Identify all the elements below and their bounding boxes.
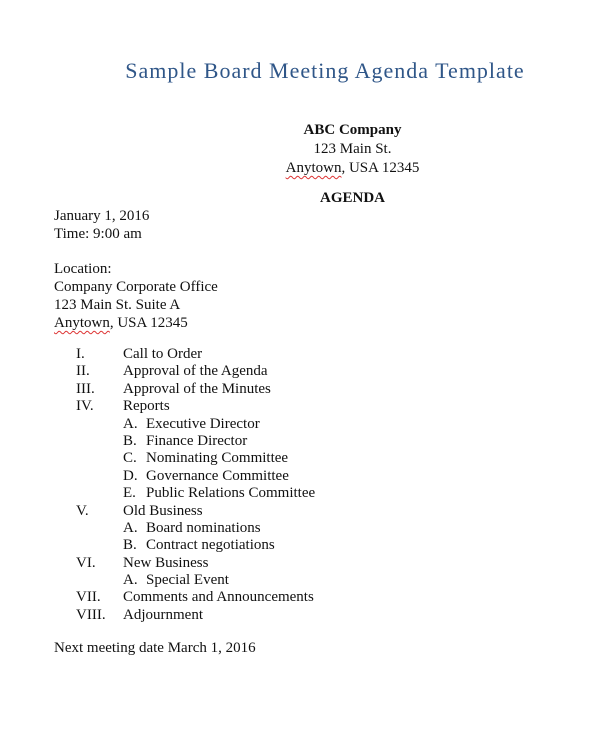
location-label: Location: — [54, 261, 112, 277]
location-street: 123 Main St. Suite A — [54, 297, 181, 313]
agenda-item-numeral: VIII. — [76, 606, 106, 623]
agenda-item-numeral: I. — [76, 346, 85, 362]
agenda-item-label: Approval of the Agenda — [123, 363, 268, 380]
agenda-item-label: Comments and Announcements — [123, 589, 314, 606]
agenda-heading: AGENDA — [319, 190, 385, 206]
company-city — [0, 159, 600, 178]
agenda-item-numeral: V. — [76, 502, 89, 519]
agenda-subitem-label: Finance Director — [146, 432, 248, 449]
meeting-location — [54, 260, 218, 332]
location-office: Company Corporate Office — [54, 279, 218, 295]
location-city — [54, 314, 218, 332]
agenda-subitem-label: Contract negotiations — [146, 537, 275, 554]
agenda-item-label: Approval of the Minutes — [123, 380, 271, 397]
company-name: ABC Company — [303, 122, 402, 138]
document-title: Sample Board Meeting Agenda Template — [125, 58, 525, 83]
spellcheck-word: Anytown — [54, 315, 110, 331]
next-meeting-date: Next meeting date March 1, 2016 — [54, 640, 256, 656]
company-header — [0, 121, 600, 178]
agenda-subitem-letter: E. — [123, 485, 136, 502]
agenda-subitem-letter: D. — [123, 467, 138, 484]
agenda-subitem-letter: A. — [123, 519, 138, 536]
agenda-item-label: Call to Order — [123, 346, 203, 362]
agenda-item-numeral: VII. — [76, 589, 101, 606]
agenda-subitem-letter: B. — [123, 537, 137, 554]
meeting-datetime — [54, 207, 149, 243]
agenda-subitem-label: Nominating Committee — [146, 450, 289, 467]
agenda-subitem-letter: C. — [123, 450, 137, 467]
agenda-item-numeral: III. — [76, 380, 95, 397]
agenda-item-numeral: IV. — [76, 398, 94, 415]
agenda-item-label: New Business — [123, 554, 209, 571]
agenda-subitem-letter: A. — [123, 572, 138, 589]
agenda-subitem-label: Executive Director — [146, 415, 260, 432]
agenda-subitem-letter: B. — [123, 432, 137, 449]
meeting-date: January 1, 2016 — [54, 208, 150, 224]
location-city-rest: , USA 12345 — [109, 315, 188, 331]
company-street: 123 Main St. — [313, 141, 392, 157]
agenda-item-label: Adjournment — [123, 606, 203, 623]
agenda-item-label: Old Business — [123, 502, 203, 519]
agenda-subitem-label: Public Relations Committee — [146, 485, 316, 502]
agenda-subitem-letter: A. — [123, 415, 138, 432]
agenda-item-label: Reports — [123, 398, 170, 415]
agenda-item-numeral: II. — [76, 363, 90, 380]
agenda-item-numeral: VI. — [76, 554, 96, 571]
agenda-subitem-label: Special Event — [146, 572, 229, 589]
company-city-rest: , USA 12345 — [341, 160, 420, 176]
agenda-subitem-label: Governance Committee — [146, 467, 289, 484]
spellcheck-word: Anytown — [285, 160, 342, 176]
meeting-time: Time: 9:00 am — [54, 226, 142, 242]
agenda-subitem-label: Board nominations — [146, 519, 261, 536]
